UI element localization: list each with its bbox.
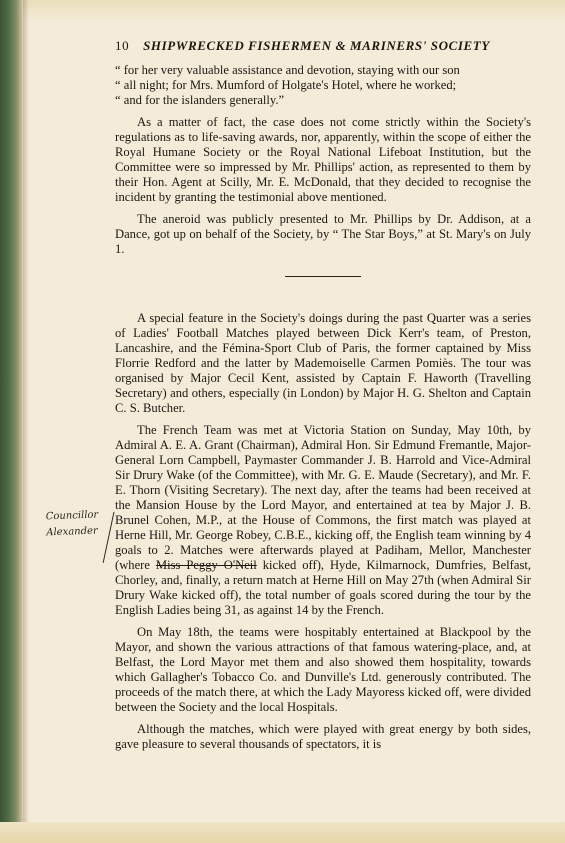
letter-quote — [115, 63, 531, 108]
running-header — [115, 38, 535, 54]
page-bottom-edge — [0, 822, 565, 843]
page-top-edge — [0, 0, 565, 22]
binding-shadow — [23, 0, 29, 843]
struck-out-name: Miss Peggy O'Neil — [155, 558, 257, 572]
paragraph-blackpool-belfast: On May 18th, the teams were hospitably entertained at Blackpool by the Mayor, and shown the various attractions of that famous watering-place, and, at Belfast, the Lord Mayor met them and also showed them hospitality, towards which Gallagher's Tobacco Co. and Dunville's Ltd. generously contributed. The proceeds of the match there, at which the Lady Mayoress kicked off, were divided between the Society and the local Hospitals. — [115, 625, 531, 714]
quote-line: “ for her very valuable assistance and devotion, staying with our son — [115, 63, 460, 77]
page-number: 10 — [115, 38, 130, 53]
paragraph-french-team — [115, 423, 531, 618]
running-title: SHIPWRECKED FISHERMEN & MARINERS' SOCIETY — [143, 38, 490, 53]
paragraph-text: kicked off), Hyde, Kilmarnock, Dumfries, Belfast, Chorley, and, finally, a return match at Herne Hill on May 27th (when Admiral Sir Drury Wake kicked off), the total number of goals scored during the tour by the English Ladies being 31, as against 14 by the French. — [115, 558, 532, 617]
paragraph-continuation: Although the matches, which were played with great energy by both sides, gave pleasure to several thousands of spectators, it is — [115, 722, 531, 751]
margin-note-line: Alexander — [46, 525, 98, 539]
quote-line: “ all night; for Mrs. Mumford of Holgate's Hotel, where he worked; — [115, 78, 457, 92]
paragraph-regulations: As a matter of fact, the case does not come strictly within the Society's regulations as to life-saving awards, nor, apparently, within the scope of either the Royal Humane Society or the Royal National Lifeboat Institution, but the Committee were so impressed by Mr. Phillips' action, as represented to them by their Hon. Agent at Scilly, Mr. E. McDonald, that they decided to recognise the incident by granting the testimonial above mentioned. — [115, 115, 531, 204]
book-binding — [0, 0, 23, 843]
paragraph-text: The French Team was met at Victoria Station on Sunday, May 10th, by Admiral A. E. A. Grant (Chairman), Admiral Hon. Sir Edmund Fremantle, Major-General Lorn Campbell, Paymaster Commander J. B. Harrold and Vice-Admiral Sir Drury Wake (of the Committee), with Mr. G. E. Maude (Secretary), and Mr. F. E. Thorn (Visiting Secretary). The next day, after the teams had been received at the Mansion House by the Lord Mayor, and entertained at tea by Major J. B. Brunel Cohen, M.P., at the House of Commons, the first match was played at Herne Hill, Mr. George Robey, C.B.E., kicking off, the English team winning by 4 goals to 2. Matches were afterwards played at Padiham, Mellor, Manchester (where — [115, 423, 531, 572]
paragraph-aneroid: The aneroid was publicly presented to Mr. Phillips by Dr. Addison, at a Dance, got up on behalf of the Society, by “ The Star Boys,” at St. Mary's on July 1. — [115, 212, 531, 256]
margin-note-line: Councillor — [45, 509, 99, 523]
quote-line: “ and for the islanders generally.” — [115, 93, 285, 107]
section-divider — [285, 276, 361, 277]
body-text — [115, 63, 531, 759]
paragraph-football-matches: A special feature in the Society's doings during the past Quarter was a series of Ladies' Football Matches played between Dick Kerr's team, of Preston, Lancashire, and the Fémina-Sport Club of Paris, the former captained by Miss Florrie Redford and the latter by Mademoiselle Carmen Pomiès. The tour was organised by Major Cecil Kent, assisted by Captain F. Haworth (Travelling Secretary) and others, especially (in London) by Major H. G. Shelton and Captain C. S. Butcher. — [115, 311, 531, 415]
